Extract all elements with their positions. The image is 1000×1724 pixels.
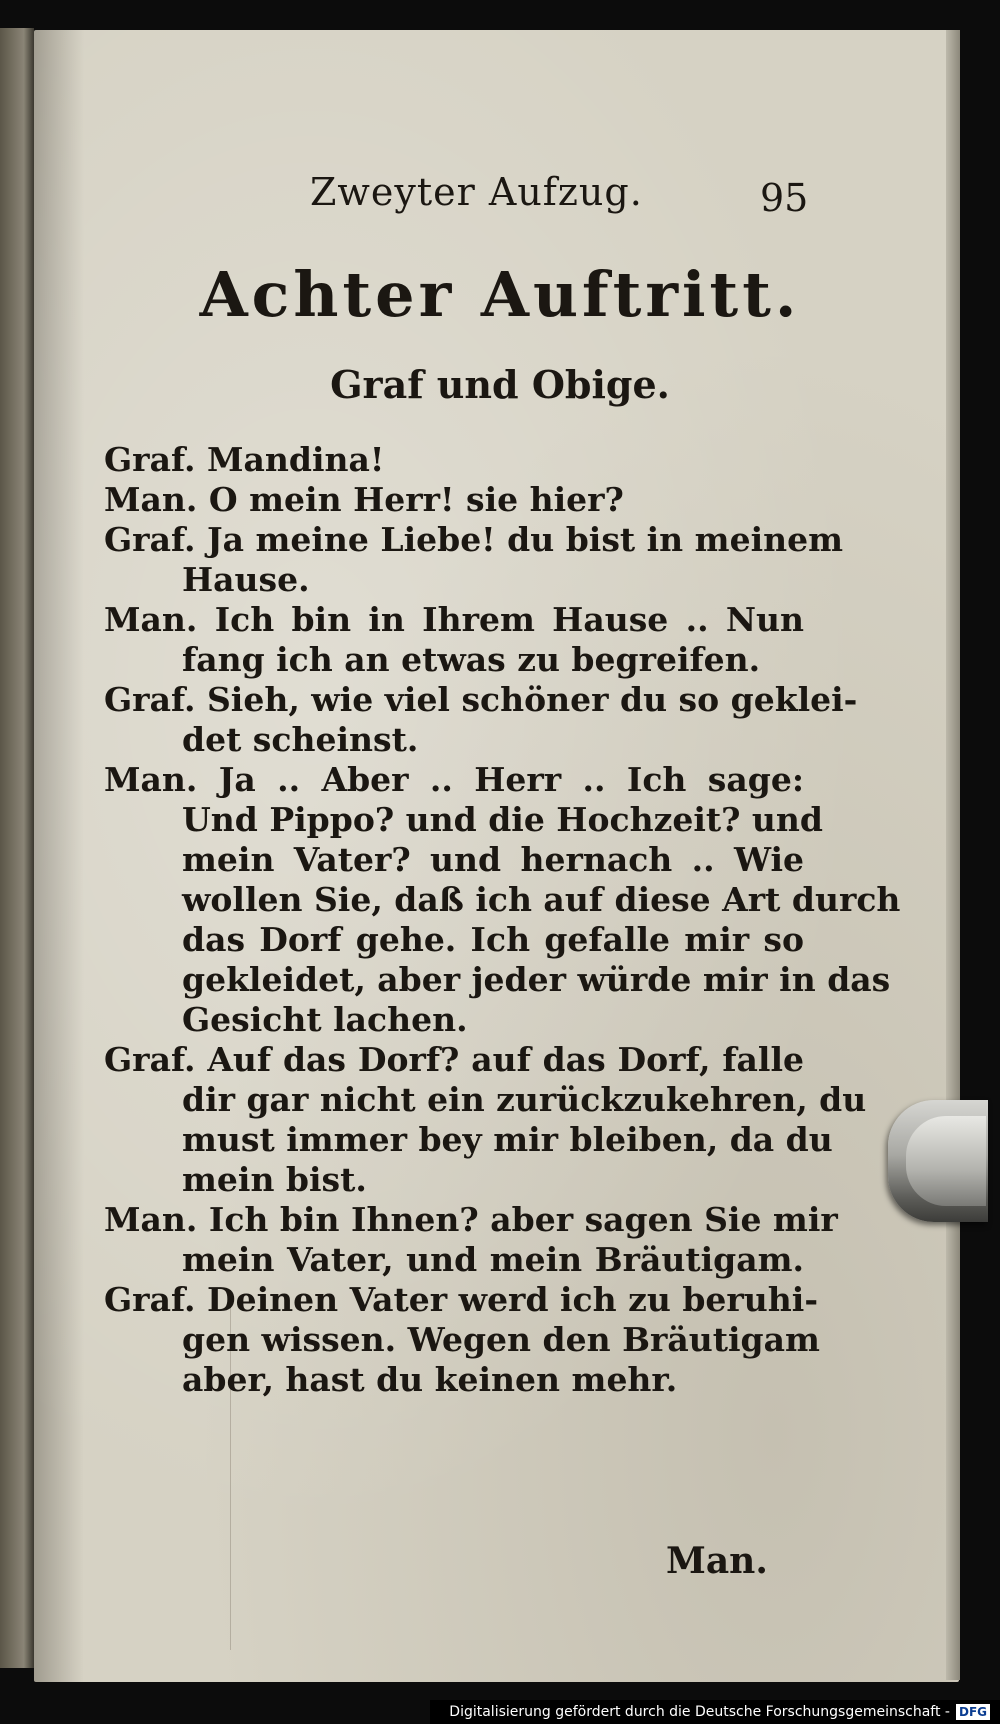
line-text: Gesicht lachen. xyxy=(182,1000,468,1039)
dialogue-line xyxy=(104,440,804,480)
dialogue-line xyxy=(104,1040,804,1080)
speaker-name: Graf. xyxy=(104,1280,196,1319)
dialogue-line xyxy=(104,1280,819,1320)
line-text: aber, hast du keinen mehr. xyxy=(182,1360,678,1399)
line-text: mein Vater, und mein Bräutigam. xyxy=(182,1240,804,1279)
running-head: Zweyter Aufzug. xyxy=(310,170,643,214)
line-text: Deinen Vater werd ich zu beruhi- xyxy=(206,1280,819,1319)
dialogue-line xyxy=(104,1360,804,1400)
dialogue-line xyxy=(104,1080,867,1120)
dialogue-line xyxy=(104,1000,804,1040)
catchword: Man. xyxy=(666,1540,768,1582)
speaker-name: Graf. xyxy=(104,680,196,719)
line-text: das Dorf gehe. Ich gefalle mir so xyxy=(182,920,804,959)
dialogue-block xyxy=(104,440,901,1400)
dialogue-line xyxy=(104,600,804,640)
line-text: det scheinst. xyxy=(182,720,419,759)
dialogue-line xyxy=(104,800,823,840)
line-text: fang ich an etwas zu begreifen. xyxy=(182,640,761,679)
speaker-name: Graf. xyxy=(104,520,196,559)
book-clip-highlight xyxy=(906,1116,986,1206)
line-text: Ich bin Ihnen? aber sagen Sie mir xyxy=(208,1200,838,1239)
dialogue-line xyxy=(104,920,804,960)
dialogue-line xyxy=(104,720,804,760)
line-text: must immer bey mir bleiben, da du xyxy=(182,1120,833,1159)
cast-line: Graf und Obige. xyxy=(330,362,670,407)
line-text: Ja meine Liebe! du bist in meinem xyxy=(206,520,844,559)
dialogue-line xyxy=(104,960,891,1000)
dialogue-line xyxy=(104,480,804,520)
dialogue-line xyxy=(104,1320,820,1360)
dialogue-line xyxy=(104,560,804,600)
speaker-name: Man. xyxy=(104,760,198,799)
line-text: Sieh, wie viel schöner du so geklei- xyxy=(206,680,858,719)
dialogue-line xyxy=(104,840,804,880)
line-text: dir gar nicht ein zurückzukehren, du xyxy=(182,1080,867,1119)
scene-title: Achter Auftritt. xyxy=(199,258,801,331)
page-number: 95 xyxy=(760,176,809,220)
line-text: mein Vater? und hernach .. Wie xyxy=(182,840,804,879)
line-text: mein bist. xyxy=(182,1160,367,1199)
line-text: gen wissen. Wegen den Bräutigam xyxy=(182,1320,820,1359)
line-text: Ja .. Aber .. Herr .. Ich sage: xyxy=(218,760,804,799)
line-text: Und Pippo? und die Hochzeit? und xyxy=(182,800,823,839)
line-text: wollen Sie, daß ich auf diese Art durch xyxy=(182,880,901,919)
line-text: Mandina! xyxy=(206,440,385,479)
dialogue-line xyxy=(104,760,804,800)
dialogue-line xyxy=(104,1200,838,1240)
line-text: Ich bin in Ihrem Hause .. Nun xyxy=(214,600,804,639)
line-text: Auf das Dorf? auf das Dorf, falle xyxy=(207,1040,804,1079)
dialogue-line xyxy=(104,1240,804,1280)
speaker-name: Man. xyxy=(104,480,198,519)
dialogue-line xyxy=(104,1160,804,1200)
dialogue-line xyxy=(104,680,858,720)
line-text: gekleidet, aber jeder würde mir in das xyxy=(182,960,891,999)
dialogue-line xyxy=(104,1120,833,1160)
speaker-name: Graf. xyxy=(104,440,196,479)
speaker-name: Graf. xyxy=(104,1040,196,1079)
digitization-footer xyxy=(430,1700,1000,1724)
speaker-name: Man. xyxy=(104,1200,198,1239)
footer-text: Digitalisierung gefördert durch die Deutsche Forschungsgemeinschaft - xyxy=(449,1704,950,1720)
dialogue-line xyxy=(104,880,901,920)
dialogue-line xyxy=(104,640,804,680)
dfg-logo: DFG xyxy=(956,1704,990,1720)
speaker-name: Man. xyxy=(104,600,198,639)
line-text: Hause. xyxy=(182,560,310,599)
dialogue-line xyxy=(104,520,844,560)
line-text: O mein Herr! sie hier? xyxy=(208,480,624,519)
